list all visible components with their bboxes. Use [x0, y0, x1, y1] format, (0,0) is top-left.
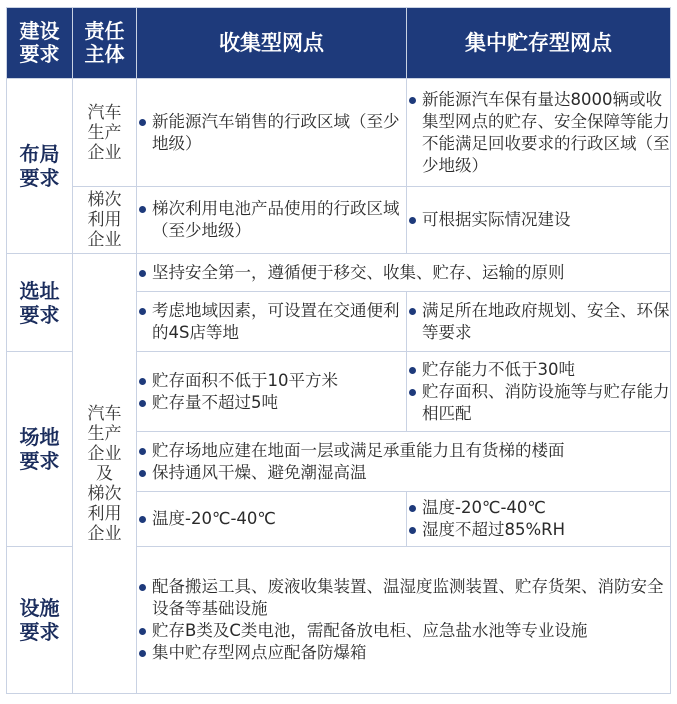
list-item: 满足所在地政府规划、安全、环保等要求: [407, 300, 670, 344]
list-item: 湿度不超过85%RH: [407, 519, 670, 541]
layout-automaker-collect: [137, 79, 407, 187]
bullet-icon: [139, 628, 146, 635]
bullet-icon: [139, 400, 146, 407]
category-layout: 布局 要求: [7, 79, 73, 254]
list-item: 贮存面积不低于10平方米: [137, 370, 406, 392]
list-item: 温度-20℃-40℃: [137, 508, 406, 530]
venue-common: [137, 432, 671, 492]
bullet-icon: [139, 270, 146, 277]
site-row-common: [7, 254, 671, 292]
venue-storage-climate: [407, 492, 671, 547]
subject-automaker: 汽车 生产 企业: [73, 79, 137, 187]
bullet-icon: [139, 650, 146, 657]
layout-cascade-storage: [407, 187, 671, 254]
list-item: 集中贮存型网点应配备防爆箱: [137, 642, 670, 664]
list-item: 配备搬运工具、废液收集装置、温湿度监测装置、贮存货架、消防安全设备等基础设施: [137, 576, 670, 620]
layout-cascade-collect: [137, 187, 407, 254]
bullet-icon: [139, 584, 146, 591]
bullet-icon: [409, 308, 416, 315]
header-storage-point: 集中贮存型网点: [407, 8, 671, 79]
bullet-icon: [139, 308, 146, 315]
subject-cascade: 梯次 利用 企业: [73, 187, 137, 254]
bullet-icon: [409, 389, 416, 396]
venue-collect: [137, 352, 407, 432]
venue-storage: [407, 352, 671, 432]
site-storage: [407, 292, 671, 352]
list-item: 梯次利用电池产品使用的行政区域（至少地级）: [137, 198, 406, 242]
requirements-table: [6, 7, 671, 694]
list-item: 贮存能力不低于30吨: [407, 359, 670, 381]
bullet-icon: [139, 470, 146, 477]
bullet-icon: [409, 367, 416, 374]
list-item: 温度-20℃-40℃: [407, 497, 670, 519]
list-item: 新能源汽车保有量达8000辆或收集型网点的贮存、安全保障等能力不能满足回收要求的行政区域（至少地级）: [407, 89, 670, 177]
list-item: 新能源汽车销售的行政区域（至少地级）: [137, 111, 406, 155]
bullet-icon: [139, 448, 146, 455]
layout-row-automaker: [7, 79, 671, 187]
bullet-icon: [139, 516, 146, 523]
header-collection-point: 收集型网点: [137, 8, 407, 79]
facility-items: [137, 547, 671, 694]
list-item: 贮存场地应建在地面一层或满足承重能力且有货梯的楼面: [137, 440, 670, 462]
bullet-icon: [409, 527, 416, 534]
list-item: 保持通风干燥、避免潮湿高温: [137, 462, 670, 484]
list-item: 可根据实际情况建设: [407, 209, 670, 231]
list-item: 考虑地域因素，可设置在交通便利的4S店等地: [137, 300, 406, 344]
site-common: [137, 254, 671, 292]
site-collect: [137, 292, 407, 352]
bullet-icon: [409, 217, 416, 224]
list-item: 坚持安全第一，遵循便于移交、收集、贮存、运输的原则: [137, 262, 670, 284]
subject-shared: 汽车 生产 企业 及 梯次 利用 企业: [73, 254, 137, 694]
layout-automaker-storage: [407, 79, 671, 187]
list-item: 贮存量不超过5吨: [137, 392, 406, 414]
header-row: [7, 8, 671, 79]
bullet-icon: [409, 505, 416, 512]
header-requirement: 建设 要求: [7, 8, 73, 79]
list-item: 贮存B类及C类电池，需配备放电柜、应急盐水池等专业设施: [137, 620, 670, 642]
bullet-icon: [139, 206, 146, 213]
bullet-icon: [139, 378, 146, 385]
category-facility: 设施 要求: [7, 547, 73, 694]
category-site: 选址 要求: [7, 254, 73, 352]
category-venue: 场地 要求: [7, 352, 73, 547]
bullet-icon: [409, 97, 416, 104]
header-responsible-party: 责任 主体: [73, 8, 137, 79]
layout-row-cascade: [7, 187, 671, 254]
list-item: 贮存面积、消防设施等与贮存能力相匹配: [407, 381, 670, 425]
venue-collect-climate: [137, 492, 407, 547]
bullet-icon: [139, 119, 146, 126]
